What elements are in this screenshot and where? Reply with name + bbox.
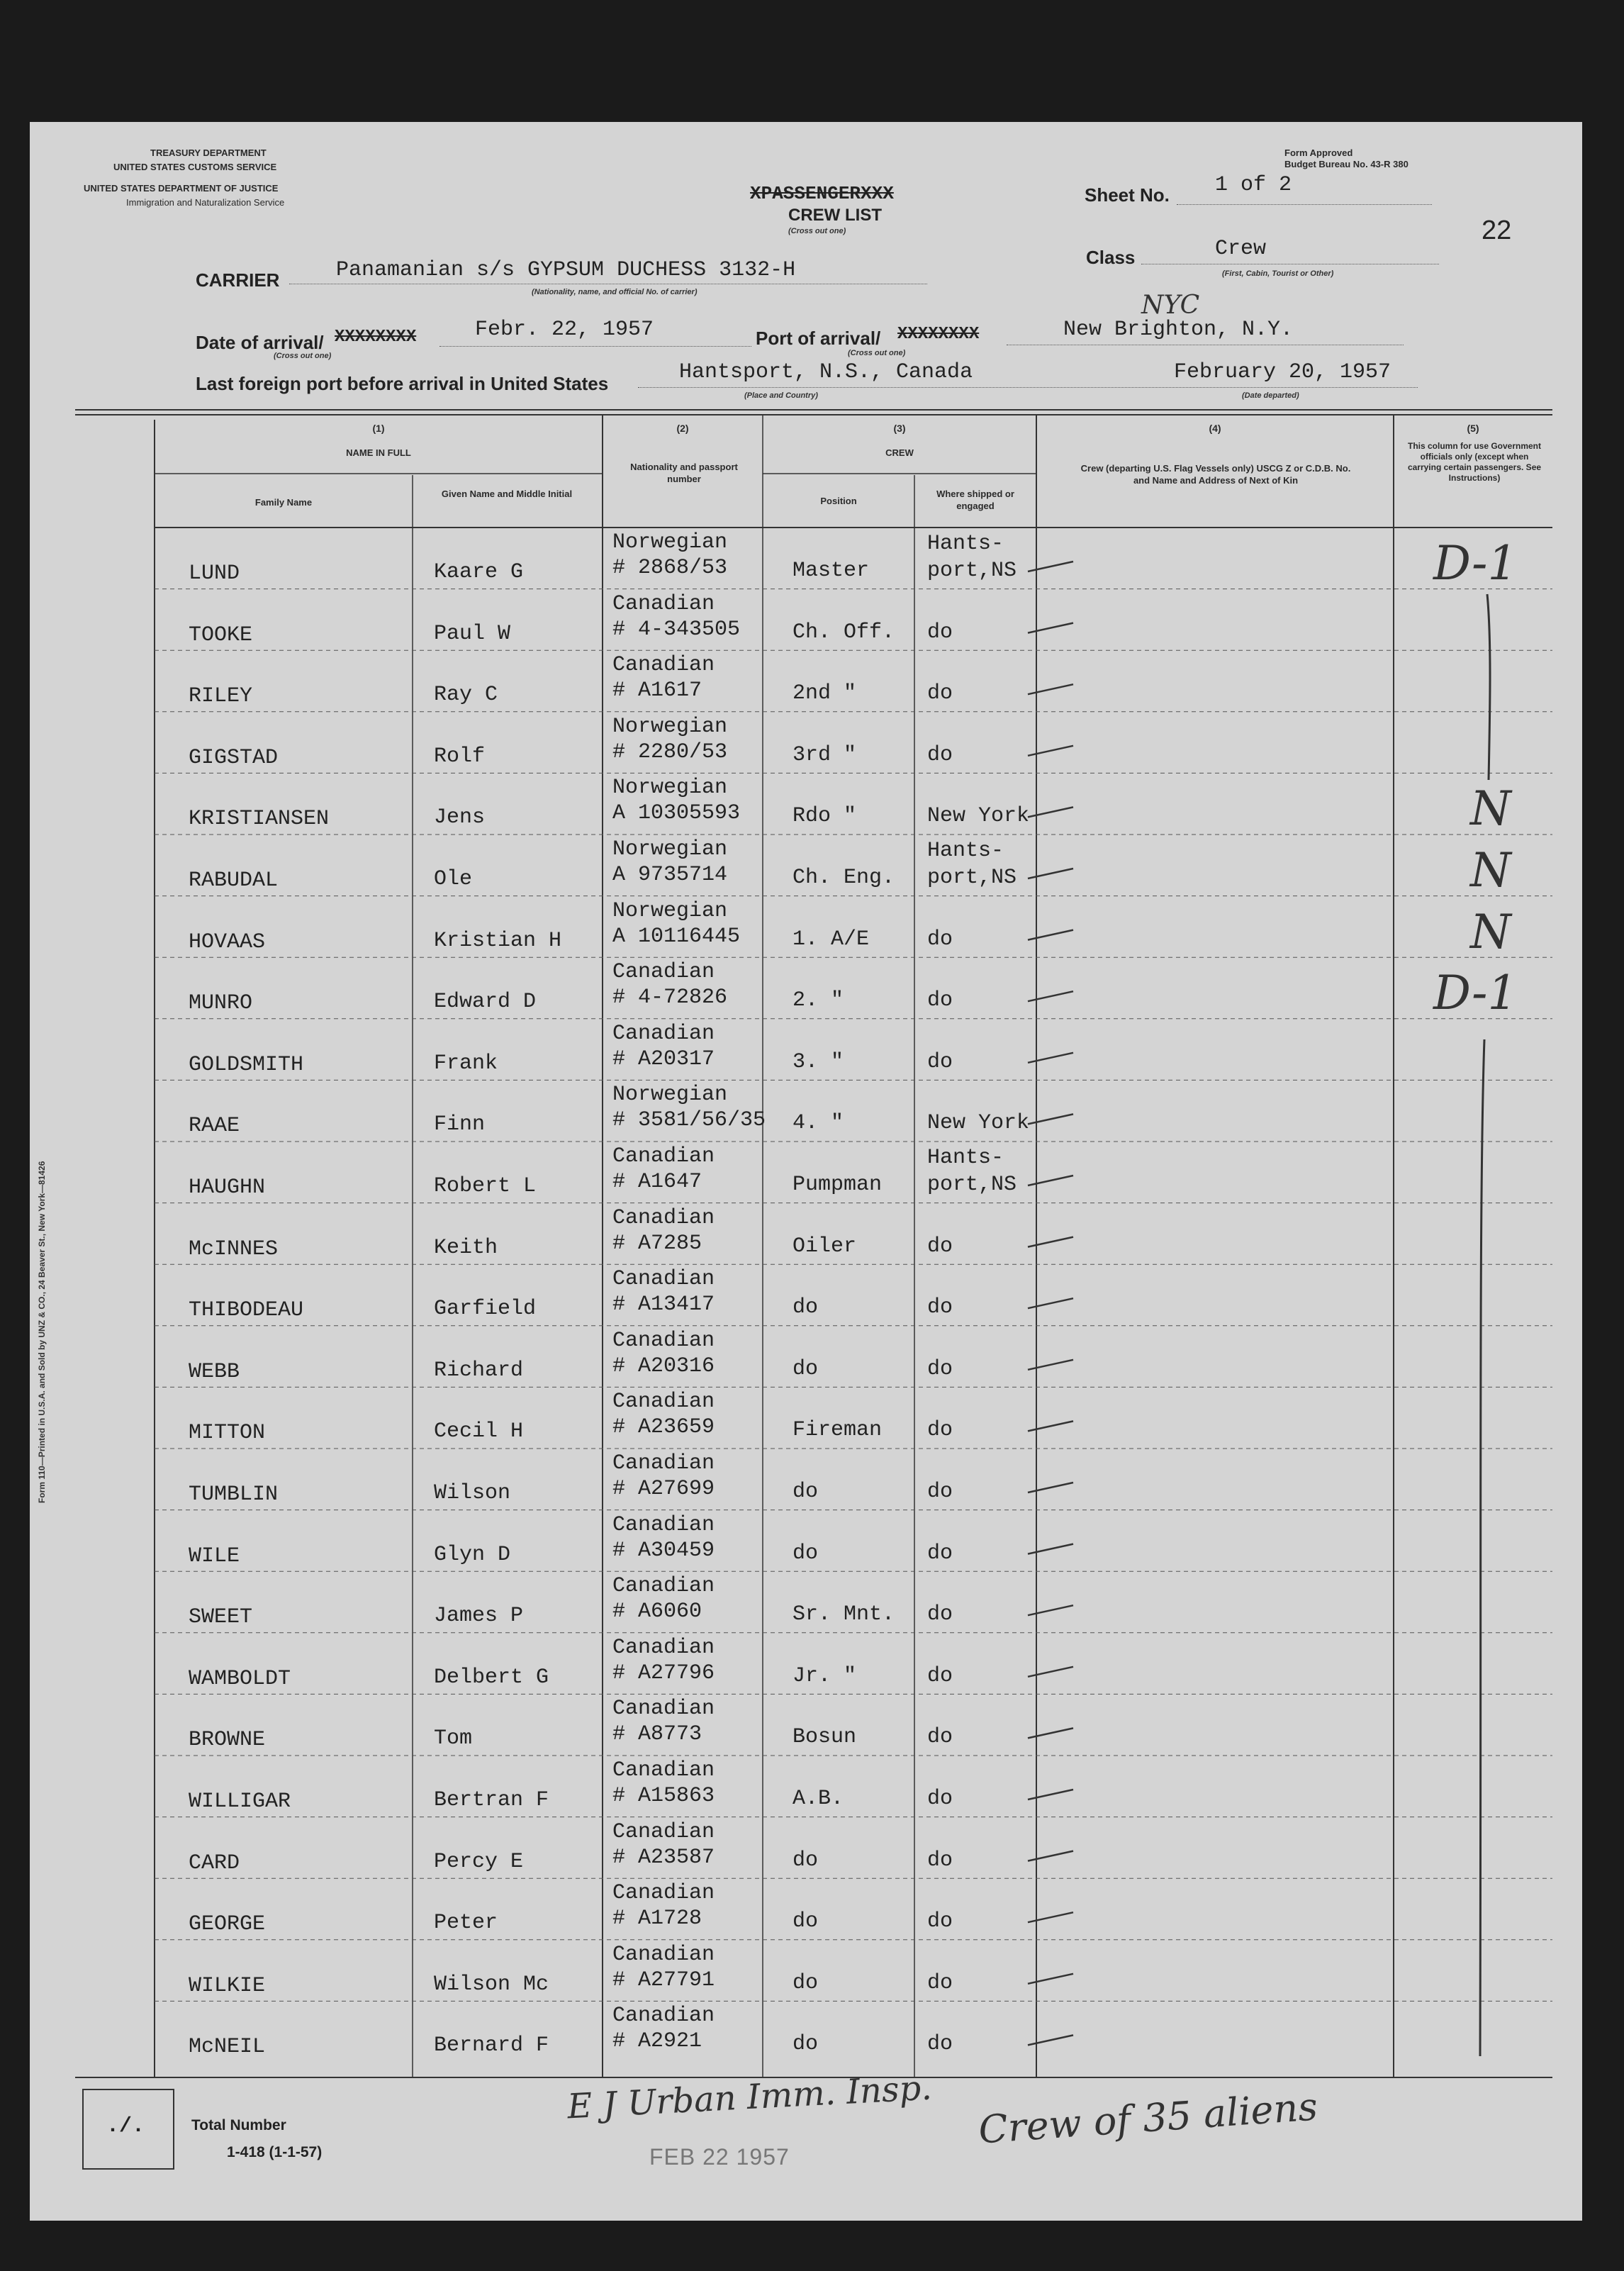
given-name: Bernard F — [434, 2033, 549, 2058]
family-name: WILE — [189, 1544, 240, 1568]
passport-number: # A1728 — [612, 1907, 702, 1931]
nationality: Norwegian — [612, 714, 728, 739]
position: Fireman — [793, 1418, 883, 1443]
nationality: Canadian — [612, 1635, 715, 1660]
date-arrival-struck: XXXXXXXX — [335, 328, 417, 347]
date-arrival-label: Date of arrival/ — [196, 332, 324, 353]
nationality: Norwegian — [612, 1083, 728, 1107]
family-name: RABUDAL — [189, 869, 279, 893]
position: Master — [793, 559, 870, 583]
col3-number: (3) — [893, 423, 906, 434]
shipped-line-2: do — [927, 1602, 953, 1627]
class-note: (First, Cabin, Tourist or Other) — [1222, 269, 1334, 278]
nationality: Canadian — [612, 960, 715, 985]
shipped-line-2: do — [927, 927, 953, 952]
form-approved: Form Approved — [1284, 147, 1353, 158]
page-number: 22 — [1482, 216, 1512, 245]
carrier-value: Panamanian s/s GYPSUM DUCHESS 3132-H — [336, 258, 796, 282]
position: 3. " — [793, 1049, 844, 1074]
given-name: Ray C — [434, 683, 498, 708]
passport-number: # A8773 — [612, 1722, 702, 1747]
nationality: Canadian — [612, 1205, 715, 1230]
passport-number: # A30459 — [612, 1538, 715, 1563]
passport-number: # 4-343505 — [612, 617, 741, 642]
shipped-line-2: do — [927, 1541, 953, 1566]
family-name: THIBODEAU — [189, 1298, 304, 1323]
date-arrival-value: Febr. 22, 1957 — [475, 318, 654, 342]
position: do — [793, 1295, 819, 1320]
given-name: Wilson — [434, 1481, 511, 1505]
position: Ch. Off. — [793, 620, 895, 645]
shipped-line-2: do — [927, 988, 953, 1013]
col5-number: (5) — [1467, 423, 1479, 434]
given-name: Kaare G — [434, 560, 524, 584]
family-name: TOOKE — [189, 623, 253, 647]
given-name: Delbert G — [434, 1665, 549, 1690]
family-name: GOLDSMITH — [189, 1052, 304, 1077]
col4-title: Crew (departing U.S. Flag Vessels only) USCG Z or C.D.B. No. and Name and Address of Next of Kin — [1080, 463, 1351, 486]
agency-line-3: UNITED STATES DEPARTMENT OF JUSTICE — [84, 183, 279, 194]
family-name: McNEIL — [189, 2035, 266, 2060]
given-name: Wilson Mc — [434, 1972, 549, 1997]
passport-number: # 2280/53 — [612, 740, 728, 764]
nationality: Canadian — [612, 1758, 715, 1782]
total-number-label: Total Number — [191, 2117, 286, 2133]
given-name: Paul W — [434, 621, 511, 646]
cross-out-note: (Cross out one) — [788, 227, 846, 235]
passport-number: # A6060 — [612, 1600, 702, 1624]
given-name: Finn — [434, 1112, 486, 1137]
passport-number: # A20316 — [612, 1354, 715, 1378]
port-arrival-value: New Brighton, N.Y. — [1063, 318, 1294, 342]
col2-title: Nationality and passport number — [630, 462, 738, 484]
col4-number: (4) — [1209, 423, 1221, 434]
official-mark: N — [1470, 904, 1511, 959]
col1-title: NAME IN FULL — [346, 447, 411, 458]
position: 2nd " — [793, 681, 857, 706]
family-name: SWEET — [189, 1605, 253, 1630]
position: Pumpman — [793, 1173, 883, 1197]
shipped-line-2: do — [927, 681, 953, 706]
family-name: WILLIGAR — [189, 1790, 291, 1814]
given-name: Cecil H — [434, 1419, 524, 1444]
position: Sr. Mnt. — [793, 1602, 895, 1627]
position: do — [793, 1480, 819, 1504]
col-given-name: Given Name and Middle Initial — [441, 489, 573, 499]
position: Jr. " — [793, 1663, 857, 1688]
inspector-signature: E J Urban Imm. Insp. — [566, 2068, 933, 2127]
date-cross-note: (Cross out one) — [274, 352, 332, 360]
nationality: Canadian — [612, 1512, 715, 1537]
position: A.B. — [793, 1787, 844, 1811]
official-mark: N — [1470, 843, 1511, 898]
given-name: Frank — [434, 1051, 498, 1076]
date-departed-note: (Date departed) — [1242, 391, 1299, 400]
passport-number: A 9735714 — [612, 863, 728, 887]
nationality: Norwegian — [612, 837, 728, 861]
position: Ch. Eng. — [793, 866, 895, 890]
nationality: Norwegian — [612, 776, 728, 800]
passport-number: # A7285 — [612, 1231, 702, 1256]
passport-number: # A1617 — [612, 679, 702, 703]
given-name: Tom — [434, 1726, 473, 1751]
official-mark: D-1 — [1433, 536, 1518, 591]
given-name: Glyn D — [434, 1542, 511, 1567]
shipped-line-2: do — [927, 1909, 953, 1934]
sheet-label: Sheet No. — [1085, 184, 1170, 206]
given-name: Peter — [434, 1911, 498, 1936]
col2-number: (2) — [676, 423, 689, 434]
shipped-line-2: do — [927, 1295, 953, 1320]
family-name: KRISTIANSEN — [189, 807, 330, 832]
col-where-shipped: Where shipped or engaged — [936, 489, 1014, 511]
given-name: Robert L — [434, 1174, 537, 1198]
shipped-line-2: do — [927, 1480, 953, 1504]
family-name: WEBB — [189, 1359, 240, 1384]
family-name: BROWNE — [189, 1728, 266, 1753]
nationality: Norwegian — [612, 898, 728, 923]
position: Rdo " — [793, 804, 857, 829]
passport-number: # A27796 — [612, 1661, 715, 1685]
last-port-value: Hantsport, N.S., Canada — [679, 360, 973, 384]
shipped-line-2: do — [927, 1663, 953, 1688]
passenger-struck: XPASSENGERXXX — [750, 183, 894, 204]
date-departed-value: February 20, 1957 — [1174, 360, 1391, 384]
passport-number: # A15863 — [612, 1784, 715, 1808]
shipped-line-2: do — [927, 1049, 953, 1074]
family-name: WILKIE — [189, 1973, 266, 1998]
nationality: Canadian — [612, 1390, 715, 1415]
official-mark: N — [1470, 781, 1511, 837]
nationality: Canadian — [612, 1697, 715, 1722]
given-name: Garfield — [434, 1297, 537, 1322]
position: 2. " — [793, 988, 844, 1013]
sheet-value: 1 of 2 — [1215, 173, 1292, 197]
given-name: Kristian H — [434, 928, 562, 953]
shipped-line-2: do — [927, 1418, 953, 1443]
family-name: MITTON — [189, 1421, 266, 1446]
port-arrival-struck: XXXXXXXX — [897, 325, 980, 344]
place-note: (Place and Country) — [744, 391, 818, 400]
port-arrival-label: Port of arrival/ — [756, 328, 881, 349]
official-mark: D-1 — [1433, 966, 1518, 1021]
passport-number: # A27791 — [612, 1968, 715, 1992]
family-name: GIGSTAD — [189, 745, 279, 770]
stamp-date: FEB 22 1957 — [649, 2144, 790, 2170]
family-name: RAAE — [189, 1114, 240, 1139]
nationality: Canadian — [612, 591, 715, 616]
shipped-line-2: do — [927, 1848, 953, 1873]
given-name: Keith — [434, 1235, 498, 1260]
position: do — [793, 1848, 819, 1873]
nationality: Canadian — [612, 1021, 715, 1046]
position: Bosun — [793, 1725, 857, 1750]
family-name: HAUGHN — [189, 1176, 266, 1200]
position: 4. " — [793, 1111, 844, 1136]
family-name: TUMBLIN — [189, 1483, 279, 1507]
position: do — [793, 1970, 819, 1995]
given-name: Rolf — [434, 744, 486, 769]
family-name: LUND — [189, 562, 240, 586]
passport-number: # A2921 — [612, 2029, 702, 2054]
shipped-line-2: port,NS — [927, 559, 1017, 583]
nationality: Canadian — [612, 1144, 715, 1168]
passport-number: # A1647 — [612, 1170, 702, 1194]
shipped-line-1: Hants- — [927, 839, 1004, 863]
shipped-line-2: do — [927, 1787, 953, 1811]
passport-number: # 2868/53 — [612, 556, 728, 580]
family-name: RILEY — [189, 684, 253, 709]
nationality: Canadian — [612, 1819, 715, 1844]
shipped-line-2: do — [927, 742, 953, 767]
position: 1. A/E — [793, 927, 870, 952]
nationality: Canadian — [612, 1942, 715, 1967]
shipped-line-2: do — [927, 620, 953, 645]
given-name: Bertran F — [434, 1788, 549, 1812]
given-name: Jens — [434, 805, 486, 830]
position: do — [793, 1909, 819, 1934]
position: Oiler — [793, 1234, 857, 1259]
nationality: Canadian — [612, 1451, 715, 1475]
given-name: Ole — [434, 867, 473, 891]
last-port-label: Last foreign port before arrival in United States — [196, 373, 609, 394]
crew-count-note: Crew of 35 aliens — [977, 2084, 1319, 2153]
shipped-line-2: port,NS — [927, 1173, 1017, 1197]
col3-title: CREW — [885, 447, 914, 458]
passport-number: # 3581/56/35 — [612, 1108, 766, 1133]
agency-line-4: Immigration and Naturalization Service — [126, 197, 285, 208]
col-family-name: Family Name — [254, 497, 313, 508]
shipped-line-2: do — [927, 1356, 953, 1381]
family-name: CARD — [189, 1851, 240, 1875]
family-name: WAMBOLDT — [189, 1666, 291, 1691]
class-value: Crew — [1215, 237, 1267, 261]
passport-number: # A13417 — [612, 1293, 715, 1317]
shipped-line-1: Hants- — [927, 532, 1004, 556]
passport-number: # A23587 — [612, 1845, 715, 1870]
family-name: HOVAAS — [189, 930, 266, 954]
position: do — [793, 1541, 819, 1566]
passport-number: A 10116445 — [612, 924, 741, 949]
passport-number: A 10305593 — [612, 801, 741, 826]
port-cross-note: (Cross out one) — [848, 349, 906, 357]
given-name: James P — [434, 1604, 524, 1629]
agency-line-1: TREASURY DEPARTMENT — [150, 147, 267, 158]
passport-number: # 4-72826 — [612, 986, 728, 1010]
passport-number: # A23659 — [612, 1415, 715, 1440]
family-name: MUNRO — [189, 991, 253, 1016]
carrier-note: (Nationality, name, and official No. of carrier) — [532, 288, 698, 296]
position: 3rd " — [793, 742, 857, 767]
port-arrival-hand: NYC — [1141, 291, 1200, 320]
given-name: Percy E — [434, 1849, 524, 1874]
position: do — [793, 2032, 819, 2057]
family-name: GEORGE — [189, 1912, 266, 1937]
form-title: CREW LIST — [788, 206, 882, 225]
form-number: 1-418 (1-1-57) — [227, 2144, 323, 2160]
nationality: Canadian — [612, 1881, 715, 1906]
shipped-line-2: do — [927, 2032, 953, 2057]
shipped-line-2: port,NS — [927, 866, 1017, 890]
nationality: Canadian — [612, 653, 715, 678]
agency-line-2: UNITED STATES CUSTOMS SERVICE — [113, 162, 277, 172]
shipped-line-2: do — [927, 1234, 953, 1259]
carrier-label: CARRIER — [196, 269, 280, 291]
passport-number: # A27699 — [612, 1477, 715, 1501]
class-label: Class — [1086, 247, 1136, 268]
family-name: McINNES — [189, 1237, 279, 1261]
given-name: Edward D — [434, 990, 537, 1015]
passport-number: # A20317 — [612, 1047, 715, 1071]
shipped-line-2: do — [927, 1725, 953, 1750]
nationality: Canadian — [612, 1574, 715, 1599]
nationality: Canadian — [612, 1328, 715, 1353]
given-name: Richard — [434, 1358, 524, 1383]
nationality: Canadian — [612, 2004, 715, 2029]
shipped-line-2: New York — [927, 1111, 1030, 1136]
side-imprint: Form 110—Printed in U.S.A. and Sold by UNZ & CO., 24 Beaver St., New York—81426 — [37, 1161, 47, 1503]
shipped-line-2: New York — [927, 804, 1030, 829]
col-position: Position — [820, 496, 857, 506]
total-box-value: ./. — [106, 2114, 145, 2138]
position: do — [793, 1356, 819, 1381]
nationality: Canadian — [612, 1267, 715, 1292]
col5-title: This column for use Government officials only (except when carrying certain passengers. See Instructions) — [1407, 441, 1542, 483]
shipped-line-2: do — [927, 1970, 953, 1995]
col1-number: (1) — [372, 423, 385, 434]
shipped-line-1: Hants- — [927, 1146, 1004, 1170]
budget-bureau: Budget Bureau No. 43-R 380 — [1284, 159, 1409, 169]
nationality: Norwegian — [612, 530, 728, 554]
